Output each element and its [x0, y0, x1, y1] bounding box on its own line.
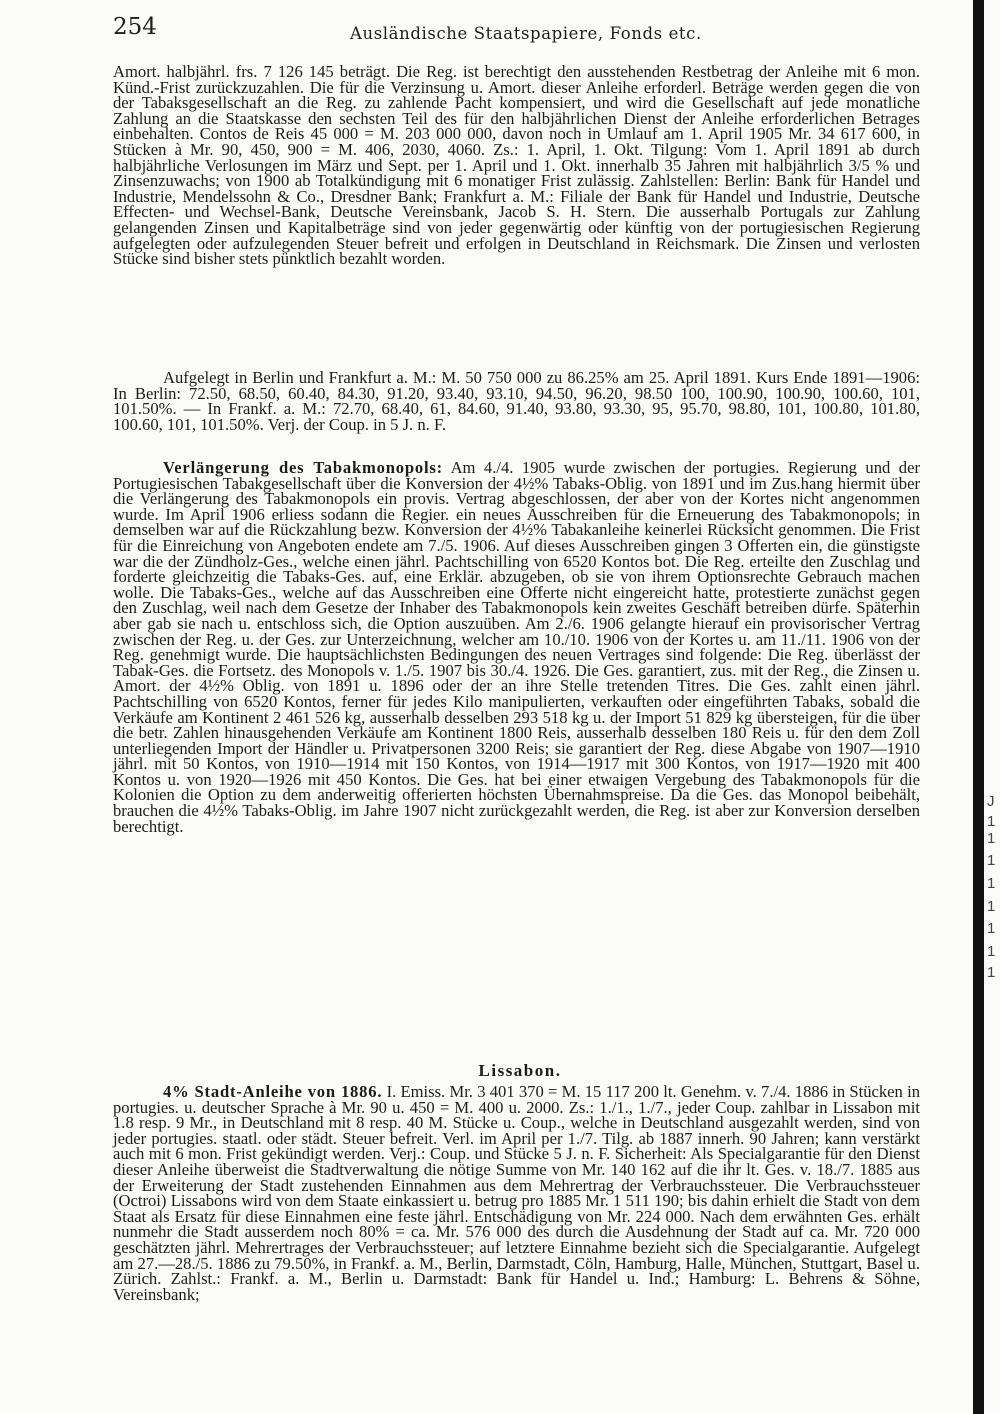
page-number: 254 [113, 14, 157, 40]
margin-mark: 1 [987, 920, 996, 937]
section-heading-lissabon: Lissabon. [478, 1061, 562, 1080]
paragraph-lead: Verlängerung des Tabakmonopols: [163, 458, 443, 477]
margin-mark: 1 [987, 964, 996, 981]
paragraph-text: Aufgelegt in Berlin und Frankfurt a. M.: M. 50 750 000 zu 86.25% am 25. April 1891. Kurs Ende 1891—1906: In Berlin: 72.50, 68.50, 60.40, 84.30, 91.20, 93.40, 93.10, 94.50, 96.20, 98.50 100, 100.90, 100.90, 100.60, 101, 101.50%. — In Frankf. a. M.: 72.70, 68.40, 61, 84.60, 91.40, 93.80, 93.30, 95, 95.70, 98.80, 101, 100.80, 101.80, 100.60, 101, 101.50%. Verj. der Coup. in 5 J. n. F. [113, 368, 920, 434]
page-edge-shadow [973, 0, 984, 1414]
paragraph-body: I. Emiss. Mr. 3 401 370 = M. 15 117 200 lt. Genehm. v. 7./4. 1886 in Stücken in portugies. u. deutscher Sprache à Mr. 90 u. 450 = M. 400 u. 2000. Zs.: 1./1., 1./7., jeder Coup. zahlbar in Lissabon mit 1.8 resp. 9 Mr., in Deutschland mit 8 resp. 40 M. Stücke u. Coup., welche in Deutschland ausgezahlt werden, sind von jeder portugies. staatl. oder städt. Steuer befreit. Verl. im April per 1./7. Tilg. ab 1887 innerh. 90 Jahren; kann verstärkt auch mit 6 mon. Frist gekündigt werden. Verj.: Coup. und Stücke 5 J. n. F. Sicherheit: Als Specialgarantie für den Dienst dieser Anleihe überweist die Stadtverwaltung die nötige Summe von Mr. 140 162 auf die ihr lt. Ges. v. 18./7. 1885 aus der Erweiterung der Stadt zustehenden Einnahmen aus dem Mehrertrag der Verbrauchssteuer. Die Verbrauchssteuer (Octroi) Lissabons wird von dem Staate einkassiert u. betrug pro 1885 Mr. 1 511 190; bis dahin erhielt die Stadt von dem Staat als Ersatz für diese Einnahmen eine feste jährl. Entschädigung von Mr. 224 000. Nach dem erwähnten Ges. erhält nunmehr die Stadt ausserdem noch 80% = ca. Mr. 576 000 des durch die Ausdehnung der Stadt auf ca. Mr. 720 000 geschätzten jährl. Mehrertrages der Verbrauchssteuer; auf letztere Einnahme bezieht sich die Specialgarantie. Aufgelegt am 27.—28./5. 1886 zu 79.50%, in Frankf. a. M., Berlin, Darmstadt, Cöln, Hamburg, Halle, München, Stuttgart, Basel u. Zürich. Zahlst.: Frankf. a. M., Berlin u. Darmstadt: Bank für Handel u. Ind.; Hamburg: L. Behrens & Söhne, Vereinsbank; [113, 1082, 920, 1304]
paragraph-body: Am 4./4. 1905 wurde zwischen der portugies. Regierung und der Portugiesischen Tabakgesellschaft über die Konversion der 4½% Tabaks-Oblig. von 1891 und im Zus.hang hiermit über die Verlängerung des Tabakmonopols ein provis. Vertrag abgeschlossen, der aber von der Kortes nicht angenommen wurde. Im April 1906 erliess sodann die Regier. ein neues Ausschreiben für die Erneuerung des Tabakmonopols; in demselben war auf die Rückzahlung bezw. Konversion der 4½% Tabakanleihe keinerlei Rücksicht genommen. Die Frist für die Einreichung von Angeboten endete am 7./5. 1906. Auf dieses Ausschreiben gingen 3 Offerten ein, die günstigste war die der Zündholz-Ges., welche einen jährl. Pachtschilling von 6520 Kontos bot. Die Reg. erteilte den Zuschlag und forderte gleichzeitig die Tabaks-Ges. auf, eine Erklär. abzugeben, ob sie von ihrem Optionsrechte Gebrauch machen wolle. Die Tabaks-Ges., welche auf das Ausschreiben eine Offerte nicht eingereicht hatte, protestierte zunächst gegen den Zuschlag, weil nach dem Gesetze der Inhaber des Tabakmonopols kein zweites Geschäft betreiben dürfe. Späterhin aber gab sie nach u. entschloss sich, die Option auszuüben. Am 2./6. 1906 gelangte hierauf ein provisorischer Vertrag zwischen der Reg. u. der Ges. zur Unterzeichnung, welcher am 10./10. 1906 von der Kortes u. am 11./11. 1906 von der Reg. genehmigt wurde. Die hauptsächlichsten Bedingungen des neuen Vertrages sind folgende: Die Reg. überlässt der Tabak-Ges. die Fortsetz. des Monopols v. 1./5. 1907 bis 30./4. 1926. Die Ges. garantiert, zus. mit der Reg., die Zinsen u. Amort. der 4½% Oblig. von 1891 u. 1896 oder der an ihre Stelle tretenden Titres. Die Ges. zahlt einen jährl. Pachtschilling von 6520 Kontos, ferner für jedes Kilo manipulierten, verkauften oder eingeführten Tabaks, sobald die Verkäufe am Kontinent 2 461 526 kg, ausserhalb desselben 293 518 kg u. der Import 51 829 kg übersteigen, für die über die betr. Zahlen hinausgehenden Verkäufe am Kontinent 1800 Reis, ausserhalb desselben 180 Reis u. für den dem Zoll unterliegenden Import der Händler u. Privatpersonen 3200 Reis; sie garantiert der Reg. diese Abgabe von 1907—1910 jährl. mit 50 Kontos, von 1910—1914 mit 150 Kontos, von 1914—1917 mit 300 Kontos, von 1917—1920 mit 400 Kontos u. von 1920—1926 mit 450 Kontos. Die Ges. hat bei einer etwaigen Vergebung des Tabakmonopols für die Kolonien die Option zu dem anderweitig offerierten höchsten Übernahmspreise. Da die Ges. das Monopol beibehält, brauchen die 4½% Tabaks-Oblig. im Jahre 1907 nicht zurückgezahlt werden, die Reg. ist aber zur Konversion derselben berechtigt. [113, 458, 920, 836]
paragraph-tobacco-monopoly [113, 460, 920, 834]
running-head: Ausländische Staatspapiere, Fonds etc. [350, 24, 702, 43]
margin-mark: 1 [987, 875, 996, 892]
adjacent-page-margin [984, 0, 1000, 1414]
paragraph-lead: 4% Stadt-Anleihe von 1886. [163, 1082, 383, 1101]
margin-mark: J [987, 793, 995, 810]
margin-mark: 1 [987, 898, 996, 915]
paragraph-issue-prices [113, 370, 920, 432]
margin-mark: 1 [987, 943, 996, 960]
paragraph-text [113, 460, 920, 834]
paragraph-text: Amort. halbjährl. frs. 7 126 145 beträgt. Die Reg. ist berechtigt den ausstehenden Restbetrag der Anleihe mit 6 mon. Künd.-Frist zurückzuzahlen. Die für die Verzinsung u. Amort. dieser Anleihe erforderl. Beträge werden gegen die von der Tabaksgesellschaft an die Reg. zu zahlende Pacht kompensiert, und wird die Gesellschaft auf jede monatliche Zahlung an die Staatskasse den sechsten Teil des für den halbjährlichen Dienst der Anleihe erforderlichen Betrages einbehalten. Contos de Reis 45 000 = M. 203 000 000, davon noch in Umlauf am 1. April 1905 Mr. 34 617 600, in Stücken à Mr. 90, 450, 900 = M. 406, 2030, 4060. Zs.: 1. April, 1. Okt. Tilgung: Vom 1. April 1891 ab durch halbjährliche Verlosungen im März und Sept. per 1. April und 1. Okt. innerhalb 35 Jahren mit halbjährlich 3/5 % und Zinsenzuwachs; von 1900 ab Totalkündigung mit 6 monatiger Frist zulässig. Zahlstellen: Berlin: Bank für Handel und Industrie, Mendelssohn & Co., Dresdner Bank; Frankfurt a. M.: Filiale der Bank für Handel und Industrie, Deutsche Effecten- und Wechsel-Bank, Deutsche Vereinsbank, Jacob S. H. Stern. Die ausserhalb Portugals zur Zahlung gelangenden Zinsen und Kapitalbeträge sind von jeder gegenwärtig oder künftig von der portugiesischen Regierung aufgelegten oder aufzulegenden Steuer befreit und erfolgen in Deutschland in Reichsmark. Die Zinsen und verlosten Stücke sind bisher stets pünktlich bezahlt worden. [113, 62, 920, 269]
paragraph-text [113, 1084, 920, 1302]
paragraph-bond-terms [113, 64, 920, 267]
paragraph-lissabon-loan [113, 1084, 920, 1302]
margin-mark: 1 [987, 852, 996, 869]
margin-mark: 1 [987, 830, 996, 847]
margin-mark: 1 [987, 813, 996, 830]
